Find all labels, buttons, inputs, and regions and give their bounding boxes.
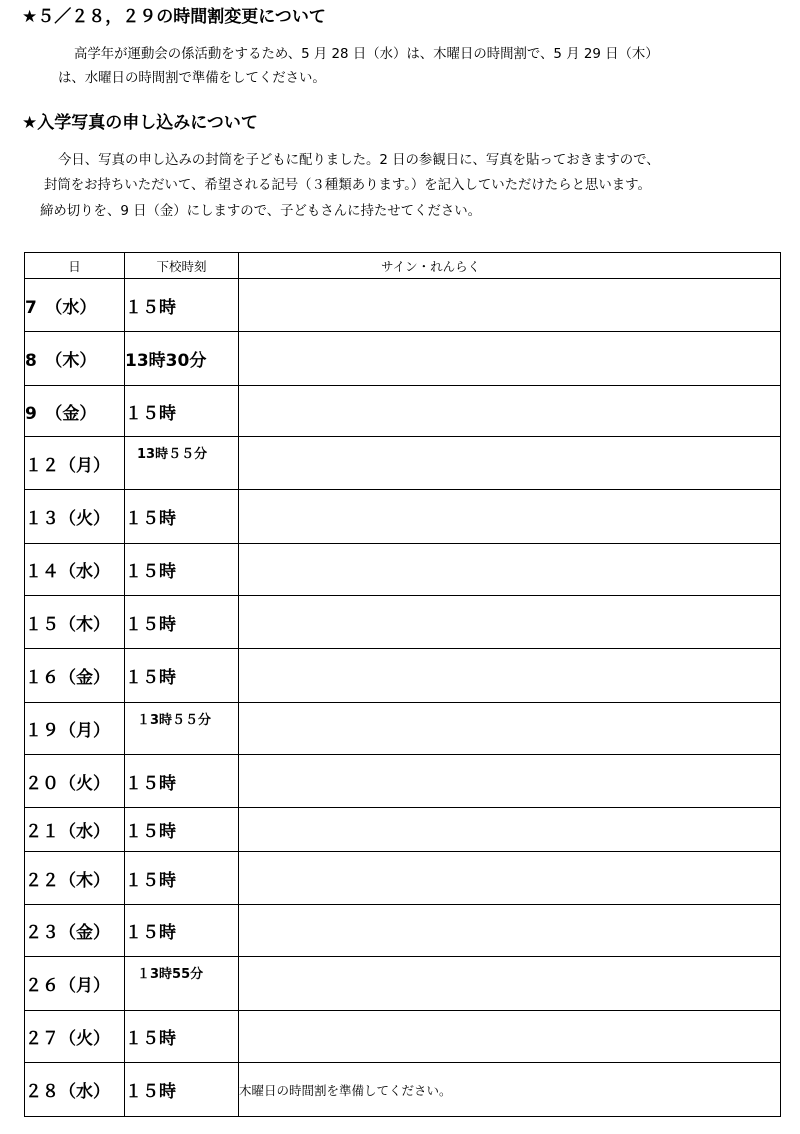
day-cell: １６（金）	[25, 649, 125, 703]
table-row	[25, 1063, 781, 1117]
sign-contact-cell[interactable]	[239, 1011, 781, 1063]
dismissal-time-cell: １５時	[125, 386, 239, 437]
sign-contact-cell[interactable]	[239, 703, 781, 755]
day-cell: ２２（木）	[25, 852, 125, 905]
table-row	[25, 808, 781, 852]
table-row	[25, 703, 781, 755]
day-cell: ２３（金）	[25, 905, 125, 957]
dismissal-time-cell: １５時	[125, 1063, 239, 1117]
dismissal-schedule-table	[24, 252, 781, 1117]
table-row	[25, 1011, 781, 1063]
table-row	[25, 649, 781, 703]
entrance-photo-line-2: 封筒をお持ちいただいて、希望される記号（３種類あります。）を記入していただけたらと思います。	[44, 178, 651, 193]
day-cell: ２０（火）	[25, 755, 125, 808]
table-row	[25, 852, 781, 905]
table-row	[25, 437, 781, 490]
section-title-entrance-photo: ★入学写真の申し込みについて	[22, 113, 258, 133]
table-row	[25, 596, 781, 649]
sign-contact-cell[interactable]	[239, 386, 781, 437]
day-cell: １３（火）	[25, 490, 125, 544]
day-cell: １９（月）	[25, 703, 125, 755]
dismissal-time-cell: １５時	[125, 852, 239, 905]
sign-contact-cell[interactable]	[239, 808, 781, 852]
dismissal-time-cell: １3時５５分	[125, 703, 239, 755]
dismissal-time-cell: １５時	[125, 808, 239, 852]
dismissal-time-cell: １５時	[125, 755, 239, 808]
day-cell: １５（木）	[25, 596, 125, 649]
sign-contact-cell[interactable]	[239, 649, 781, 703]
table-row	[25, 386, 781, 437]
sign-contact-cell[interactable]	[239, 755, 781, 808]
dismissal-time-cell: １3時55分	[125, 957, 239, 1011]
dismissal-time-cell: 13時５５分	[125, 437, 239, 490]
sign-contact-cell[interactable]	[239, 279, 781, 332]
timetable-change-line-2: は、水曜日の時間割で準備をしてください。	[58, 71, 326, 86]
day-cell: ２１（水）	[25, 808, 125, 852]
day-cell: 8 （木）	[25, 332, 125, 386]
table-row	[25, 957, 781, 1011]
dismissal-time-cell: 13時30分	[125, 332, 239, 386]
dismissal-time-cell: １５時	[125, 649, 239, 703]
header-sign-contact: サイン・れんらく	[239, 253, 781, 279]
day-cell: １４（水）	[25, 544, 125, 596]
header-dismissal-time: 下校時刻	[125, 253, 239, 279]
dismissal-time-cell: １５時	[125, 1011, 239, 1063]
sign-contact-cell[interactable]	[239, 437, 781, 490]
sign-contact-cell[interactable]	[239, 852, 781, 905]
day-cell: ２６（月）	[25, 957, 125, 1011]
sign-contact-cell[interactable]: 木曜日の時間割を準備してください。	[239, 1063, 781, 1117]
dismissal-time-cell: １５時	[125, 544, 239, 596]
day-cell: １２（月）	[25, 437, 125, 490]
table-header-row	[25, 253, 781, 279]
sign-contact-cell[interactable]	[239, 596, 781, 649]
sign-contact-cell[interactable]	[239, 544, 781, 596]
sign-contact-cell[interactable]	[239, 332, 781, 386]
header-day: 日	[25, 253, 125, 279]
table-row	[25, 755, 781, 808]
table-row	[25, 279, 781, 332]
table-row	[25, 332, 781, 386]
dismissal-time-cell: １５時	[125, 490, 239, 544]
section-title-timetable-change: ★５／２８，２９の時間割変更について	[22, 7, 326, 27]
entrance-photo-line-3: 締め切りを、9 日（金）にしますので、子どもさんに持たせてください。	[40, 204, 482, 219]
sign-contact-cell[interactable]	[239, 490, 781, 544]
entrance-photo-line-1: 今日、写真の申し込みの封筒を子どもに配りました。2 日の参観日に、写真を貼っておきますので、	[58, 153, 660, 168]
table-row	[25, 905, 781, 957]
dismissal-time-cell: １５時	[125, 596, 239, 649]
sign-contact-cell[interactable]	[239, 957, 781, 1011]
day-cell: 9 （金）	[25, 386, 125, 437]
dismissal-time-cell: １５時	[125, 279, 239, 332]
dismissal-time-cell: １５時	[125, 905, 239, 957]
sign-contact-cell[interactable]	[239, 905, 781, 957]
day-cell: 7 （水）	[25, 279, 125, 332]
day-cell: ２７（火）	[25, 1011, 125, 1063]
timetable-change-line-1: 高学年が運動会の係活動をするため、5 月 28 日（水）は、木曜日の時間割で、5 月 29 日（木）	[74, 47, 659, 62]
table-row	[25, 544, 781, 596]
table-row	[25, 490, 781, 544]
day-cell: ２８（水）	[25, 1063, 125, 1117]
